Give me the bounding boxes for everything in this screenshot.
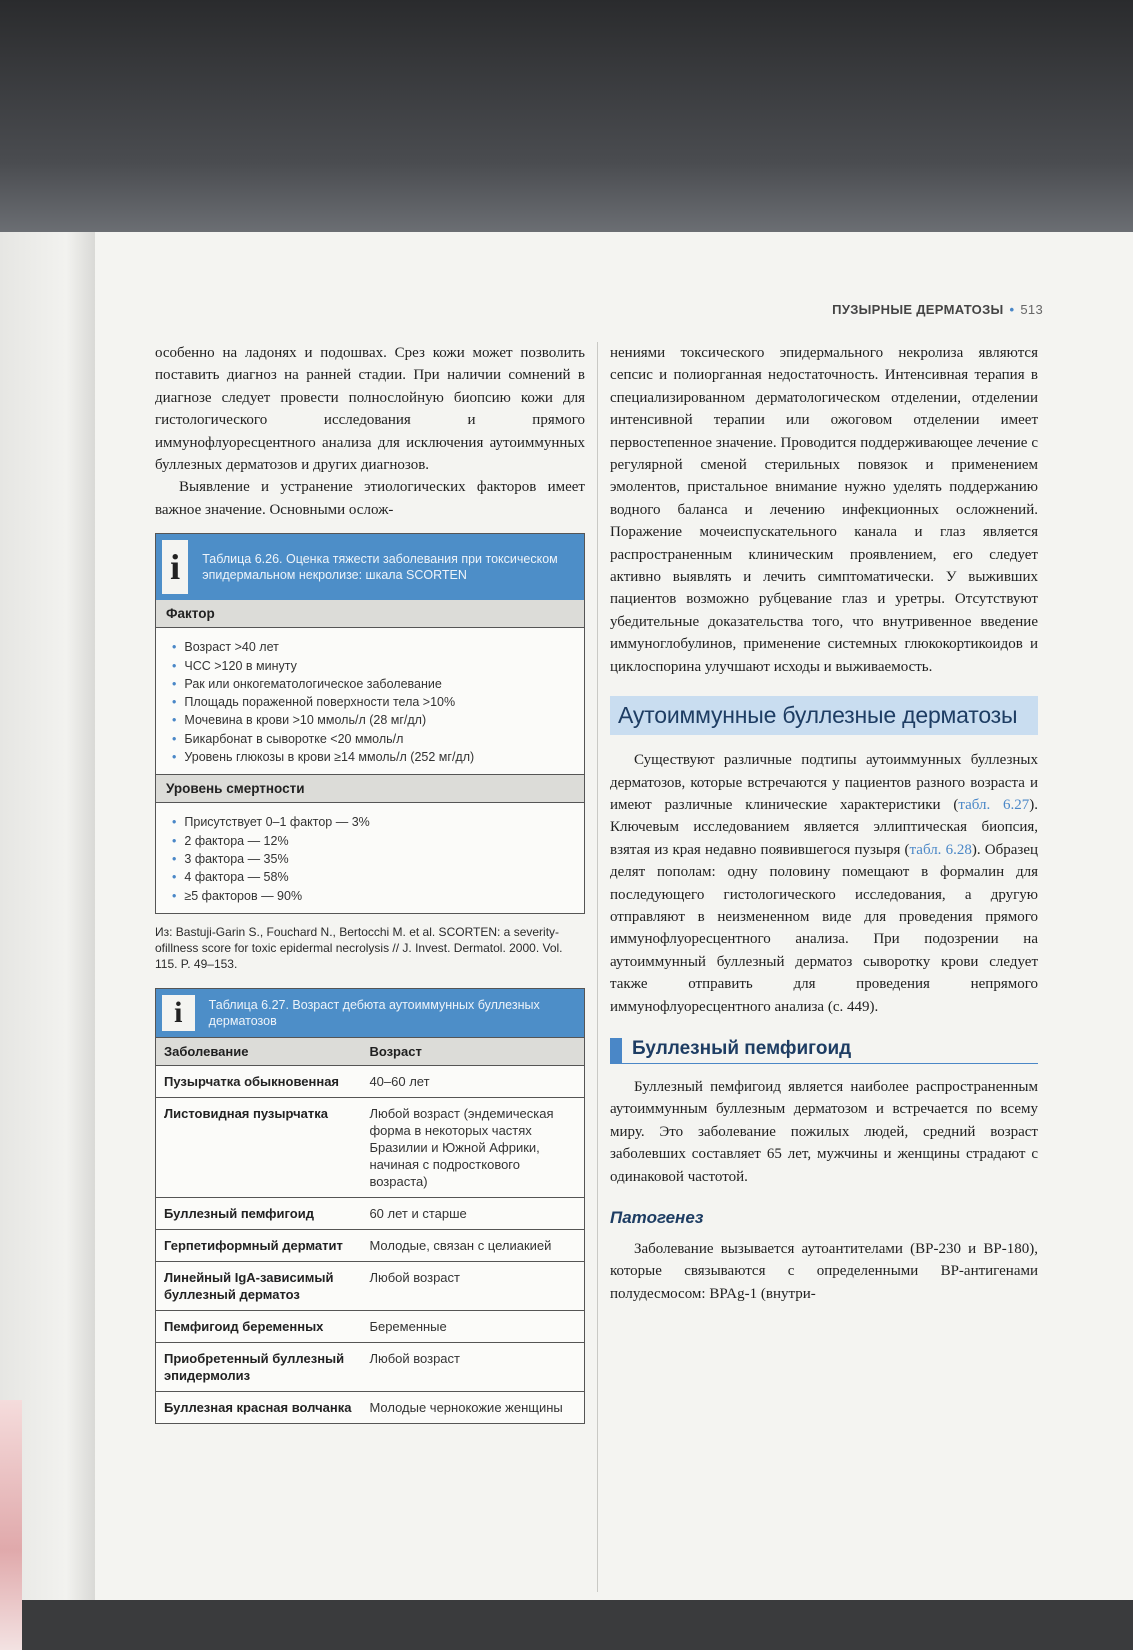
cell-age: Молодые, связан с целиакией bbox=[361, 1229, 584, 1261]
subsubsection-heading: Патогенез bbox=[610, 1208, 704, 1227]
subsection-heading: Буллезный пемфигоид bbox=[610, 1038, 1038, 1064]
photo-backdrop bbox=[0, 0, 1133, 232]
cell-disease: Пузырчатка обыкновенная bbox=[156, 1065, 361, 1097]
header-bullet-icon: • bbox=[1009, 302, 1015, 317]
table-row bbox=[156, 1391, 584, 1423]
table-row bbox=[156, 1342, 584, 1391]
book-page bbox=[95, 232, 1133, 1600]
section-title: ПУЗЫРНЫЕ ДЕРМАТОЗЫ bbox=[832, 302, 1004, 317]
table-6-27 bbox=[155, 988, 585, 1424]
table-reference-link[interactable]: табл. 6.28 bbox=[909, 841, 972, 858]
table-source-note: Из: Bastuji-Garin S., Fouchard N., Bertocchi M. et al. SCORTEN: a severity-ofillness score for toxic epidermal necrolysis // J. Invest. Dermatol. 2000. Vol. 115. P. 49–153. bbox=[155, 924, 563, 971]
paragraph: Буллезный пемфигоид является наиболее распространенным аутоиммунным буллезным дерматозом и встречается по всему миру. Это заболевание пожилых людей, средний возраст заболевших составляет 65 лет, мужчины и женщины страдают с одинаковой частотой. bbox=[610, 1078, 1038, 1185]
list-item: • Уровень глюкозы в крови ≥14 ммоль/л (252 мг/дл) bbox=[172, 748, 572, 766]
onset-age-table bbox=[156, 1037, 584, 1423]
table-row bbox=[156, 1310, 584, 1342]
column-header-age: Возраст bbox=[361, 1037, 584, 1065]
table-title: Таблица 6.27. Возраст дебюта аутоиммунных буллезных дерматозов bbox=[208, 997, 540, 1028]
paragraph: Существуют различные подтипы аутоиммунных буллезных дерматозов, которые встречаются у пациентов разного возраста и имеют различные клинические характеристики (табл. 6.27). Ключевым исследованием является эллиптическая биопсия, взятая из края недавно появившегося пузыря (табл. 6.28). Образец делят пополам: одну половину помещают в формалин для последующего гистологического исследования, а другую отправляют в неизмененном виде для проведения прямого иммунофлуоресцентного анализа. При подозрении на аутоиммунный буллезный дерматоз сыворотку крови следует также отправить для проведения непрямого иммунофлуоресцентного анализа (с. 449). bbox=[610, 752, 1038, 1015]
cell-disease: Герпетиформный дерматит bbox=[156, 1229, 361, 1261]
mortality-section-label: Уровень смертности bbox=[156, 774, 584, 803]
cell-disease: Листовидная пузырчатка bbox=[156, 1097, 361, 1197]
table-row bbox=[156, 1065, 584, 1097]
list-item: • 4 фактора — 58% bbox=[172, 868, 572, 886]
right-column bbox=[610, 342, 1038, 1305]
adjacent-page-illustration bbox=[0, 1400, 22, 1650]
paragraph: Выявление и устранение этиологических факторов имеет важное значение. Основными ослож- bbox=[155, 479, 585, 518]
column-divider bbox=[597, 342, 598, 1592]
paragraph: особенно на ладонях и подошвах. Срез кожи может позволить поставить диагноз на ранней стадии. При наличии сомнений в диагнозе следует провести полнослойную биопсию кожи для гистологического исследования и прямого иммунофлуоресцентного анализа для исключения аутоиммунных буллезных дерматозов и других диагнозов. bbox=[155, 345, 585, 474]
mortality-list bbox=[156, 803, 584, 912]
table-row bbox=[156, 1261, 584, 1310]
paragraph: нениями токсического эпидермального некролиза являются сепсис и полиорганная недостаточность. Интенсивная терапия в специализированном дерматологическом отделении, отделении интенсивной терапии или ожоговом отделении имеет первостепенное значение. Проводится поддерживающее лечение с регулярной сменой стерильных повязок и применением эмолентов, пристальное внимание нужно уделять поддержанию водного баланса и лечению инфекционных осложнений. Поражение мочеиспускательного канала и глаз является распространенным клиническим проявлением, его следует активно выявлять и лечить симптоматически. У выживших пациентов возможно рубцевание глаз и уретры. Отсутствуют убедительные доказательства того, что внутривенное введение иммуноглобулинов, применение системных глюкокортикоидов и циклоспорина улучшают исходы и выживаемость. bbox=[610, 345, 1038, 675]
list-item: • 2 фактора — 12% bbox=[172, 832, 572, 850]
table-row bbox=[156, 1097, 584, 1197]
column-header-disease: Заболевание bbox=[156, 1037, 361, 1065]
list-item: • Рак или онкогематологическое заболевание bbox=[172, 675, 572, 693]
table-6-26 bbox=[155, 533, 585, 914]
cell-age: Молодые чернокожие женщины bbox=[369, 1399, 563, 1415]
factor-list bbox=[156, 628, 584, 774]
adjacent-page-edge bbox=[0, 232, 95, 1600]
cell-disease: Пемфигоид беременных bbox=[156, 1310, 361, 1342]
section-heading: Аутоиммунные буллезные дерматозы bbox=[610, 696, 1038, 735]
list-item: • Площадь пораженной поверхности тела >10% bbox=[172, 693, 572, 711]
cell-age: 40–60 лет bbox=[361, 1065, 584, 1097]
cell-age: Любой возраст (эндемическая форма в некоторых частях Бразилии и Южной Африки, начиная с подросткового возраста) bbox=[361, 1097, 584, 1197]
table-header bbox=[156, 534, 584, 600]
cell-disease: Линейный IgA-зависимый буллезный дерматоз bbox=[156, 1261, 361, 1310]
table-title: Таблица 6.26. Оценка тяжести заболевания при токсическом эпидермальном некролизе: шкала SCORTEN bbox=[202, 552, 558, 583]
factor-section-label: Фактор bbox=[156, 600, 584, 628]
paragraph: Заболевание вызывается аутоантителами (BP-230 и BP-180), которые связываются с определенными BP-антигенами полудесмосом: BPAg-1 (внутри- bbox=[610, 1241, 1038, 1302]
running-header bbox=[832, 302, 1043, 317]
cell-age: Любой возраст bbox=[361, 1342, 584, 1391]
cell-disease: Буллезная красная волчанка bbox=[164, 1399, 352, 1415]
list-item: • ЧСС >120 в минуту bbox=[172, 657, 572, 675]
info-icon: i bbox=[162, 540, 188, 594]
table-reference-link[interactable]: табл. 6.27 bbox=[958, 796, 1030, 813]
list-item: • Бикарбонат в сыворотке <20 ммоль/л bbox=[172, 730, 572, 748]
table-row bbox=[156, 1197, 584, 1229]
left-column bbox=[155, 342, 585, 1424]
cell-age: 60 лет и старше bbox=[361, 1197, 584, 1229]
table-header bbox=[156, 989, 584, 1037]
cell-age: Беременные bbox=[361, 1310, 584, 1342]
list-item: • Присутствует 0–1 фактор — 3% bbox=[172, 813, 572, 831]
info-icon: i bbox=[162, 995, 195, 1031]
list-item: • ≥5 факторов — 90% bbox=[172, 887, 572, 905]
list-item: • 3 фактора — 35% bbox=[172, 850, 572, 868]
cell-age: Любой возраст bbox=[361, 1261, 584, 1310]
table-row bbox=[156, 1229, 584, 1261]
list-item: • Мочевина в крови >10 ммоль/л (28 мг/дл) bbox=[172, 711, 572, 729]
list-item: • Возраст >40 лет bbox=[172, 638, 572, 656]
cell-disease: Приобретенный буллезный эпидермолиз bbox=[156, 1342, 361, 1391]
cell-disease: Буллезный пемфигоид bbox=[156, 1197, 361, 1229]
page-number: 513 bbox=[1020, 302, 1043, 317]
